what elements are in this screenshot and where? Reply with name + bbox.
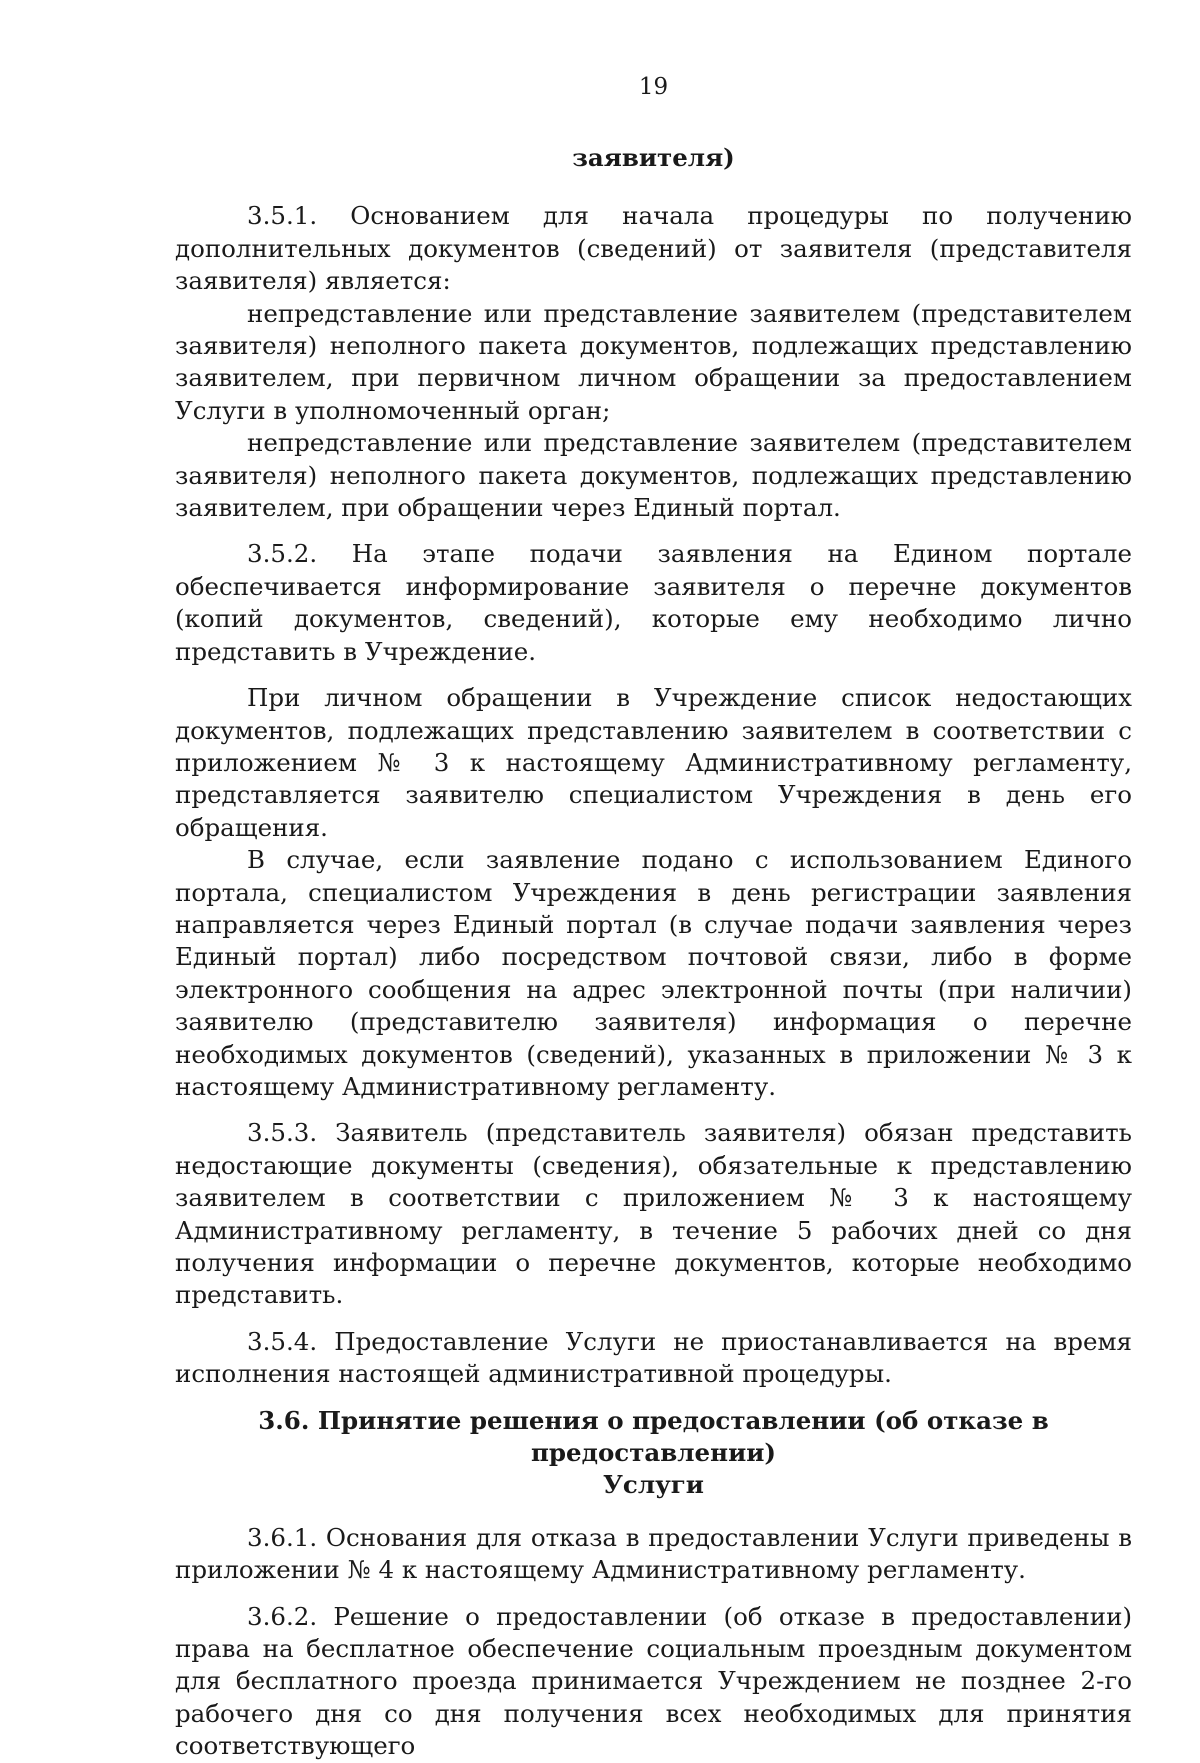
page-number: 19 bbox=[638, 74, 669, 100]
paragraph-3-5-1: 3.5.1. Основанием для начала процедуры по получению дополнительных документов (сведений) от заявителя (представителя заявителя) является: bbox=[175, 201, 1132, 296]
paragraph-3-5-3: 3.5.3. Заявитель (представитель заявителя) обязан представить недостающие документы (сведения), обязательные к представлению заявителем в соответствии с приложением № 3 к настоящему Административному регламенту, в течение 5 рабочих дней со дня получения информации о перечне документов, которые необходимо представить. bbox=[175, 1118, 1132, 1310]
section-heading-line-2: Услуги bbox=[603, 1470, 704, 1500]
heading-tail: заявителя) bbox=[572, 143, 735, 172]
paragraph-3-6-1: 3.6.1. Основания для отказа в предоставлении Услуги приведены в приложении № 4 к настоящему Административному регламенту. bbox=[175, 1522, 1132, 1585]
document-page bbox=[175, 60, 1132, 1763]
paragraph-3-6-2: 3.6.2. Решение о предоставлении (об отказе в предоставлении) права на бесплатное обеспечение социальным проездным документом для бесплатного проезда принимается Учреждением не позднее 2-го рабочего дня со дня получения всех необходимых для принятия соответствующего bbox=[175, 1601, 1132, 1761]
section-heading-line-1: 3.6. Принятие решения о предоставлении (об отказе в предоставлении) bbox=[258, 1405, 1049, 1468]
paragraph-item-1: непредставление или представление заявителем (представителем заявителя) неполного пакета документов, подлежащих представлению заявителем, при первичном личном обращении за предоставлением Услуги в уполномоченный орган; bbox=[175, 298, 1132, 425]
paragraph-3-5-4: 3.5.4. Предоставление Услуги не приостанавливается на время исполнения настоящей административной процедуры. bbox=[175, 1326, 1132, 1389]
paragraph-3-5-2: 3.5.2. На этапе подачи заявления на Едином портале обеспечивается информирование заявителя о перечне документов (копий документов, сведений), которые ему необходимо лично представить в Учреждение. bbox=[175, 539, 1132, 666]
paragraph-portal-case: В случае, если заявление подано с использованием Единого портала, специалистом Учреждения в день регистрации заявления направляется через Единый портал (в случае подачи заявления через Единый портал) либо посредством почтовой связи, либо в форме электронного сообщения на адрес электронной почты (при наличии) заявителю (представителю заявителя) информация о перечне необходимых документов (сведений), указанных в приложении № 3 к настоящему Административному регламенту. bbox=[175, 845, 1132, 1101]
section-heading-3-6 bbox=[175, 1405, 1132, 1502]
paragraph-personal-visit: При личном обращении в Учреждение список недостающих документов, подлежащих представлению заявителем в соответствии с приложением № 3 к настоящему Административному регламенту, представляется заявителю специалистом Учреждения в день его обращения. bbox=[175, 683, 1132, 842]
paragraph-item-2: непредставление или представление заявителем (представителем заявителя) неполного пакета документов, подлежащих представлению заявителем, при обращении через Единый портал. bbox=[175, 428, 1132, 523]
